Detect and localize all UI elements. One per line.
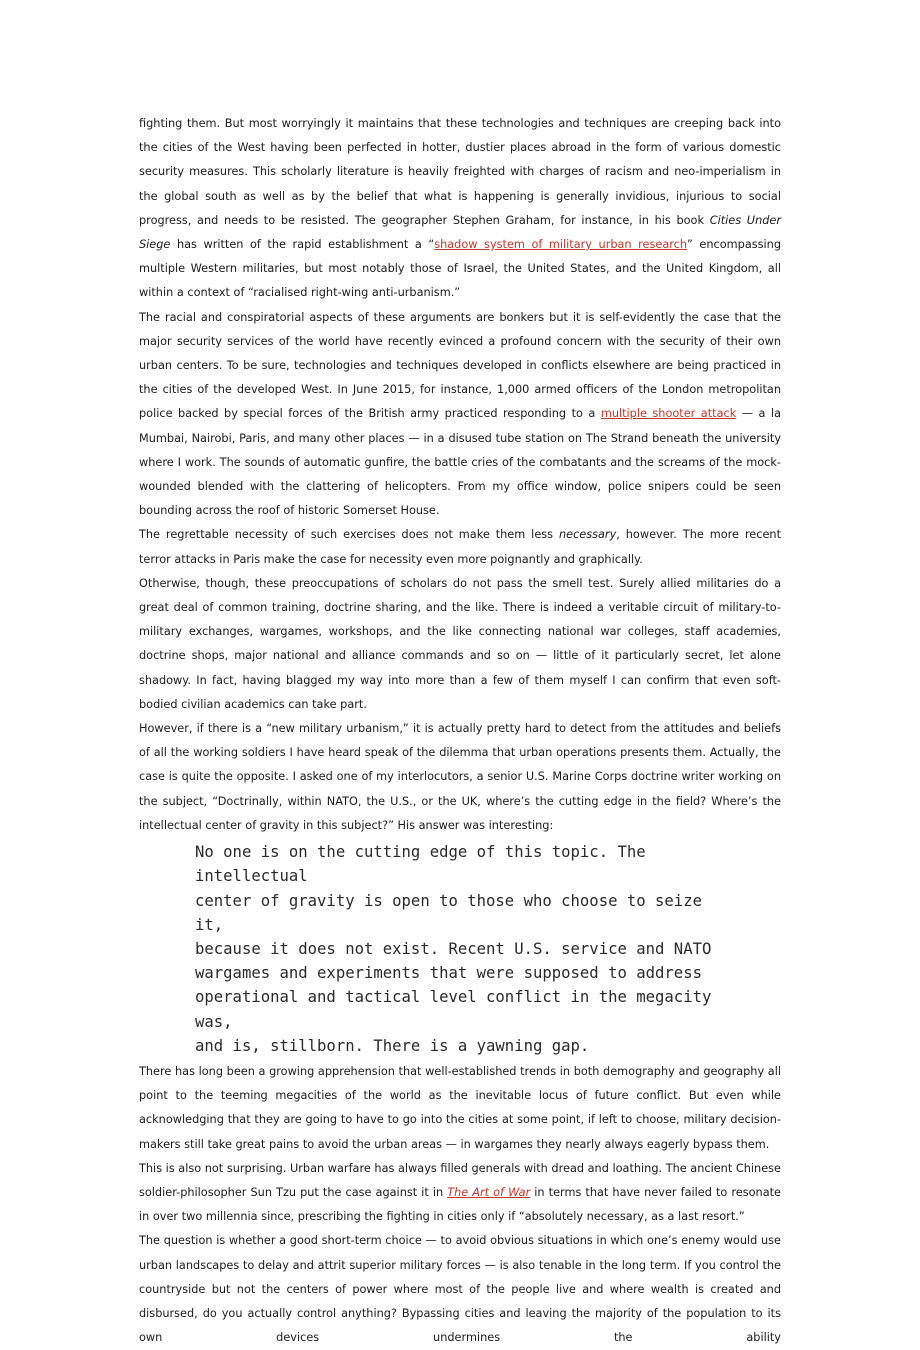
quote-line: center of gravity is open to those who choose to seize it, <box>195 891 702 934</box>
article-page <box>139 112 781 1350</box>
paragraph-text: The racial and conspiratorial aspects of these arguments are bonkers but it is self-evidently the case that the major security services of the world have recently evinced a profound concern with the security of their own urban centers. To be sure, technologies and techniques developed in conflicts elsewhere are being practiced in the cities of the developed West. In June 2015, for instance, 1,000 armed officers of the London metropolitan police backed by special forces of the British army practiced responding to a <box>139 310 781 421</box>
inline-link[interactable]: shadow system of military urban research <box>434 238 688 252</box>
paragraph-text: fighting them. But most worryingly it maintains that these technologies and techniques are creeping back into the cities of the West having been perfected in hotter, dustier places abroad in the form of various domestic security measures. This scholarly literature is heavily freighted with charges of racism and neo-imperialism in the global south as well as by the belief that what is happening is generally invidious, injurious to social progress, and needs to be resisted. The geographer Stephen Graham, for instance, in his book <box>139 117 781 227</box>
quote-line: because it does not exist. Recent U.S. service and NATO <box>195 939 712 958</box>
paragraph-text: — a la Mumbai, Nairobi, Paris, and many other places — in a disused tube station on The Strand beneath the university where I work. The sounds of automatic gunfire, the battle cries of the combatants and the screams of the mock-wounded blended with the clattering of helicopters. From my office window, police snipers could be seen bounding across the roof of historic Somerset House. <box>139 407 781 518</box>
quote-line: No one is on the cutting edge of this topic. The intellectual <box>195 843 646 886</box>
article-body-bottom <box>139 1060 781 1350</box>
paragraph <box>139 717 781 838</box>
paragraph-text: , however. The more recent terror attacks in Paris make the case for necessity even more poignantly and graphically. <box>139 528 781 566</box>
inline-link[interactable]: multiple shooter attack <box>600 407 737 421</box>
quote-line: operational and tactical level conflict in the megacity was, <box>195 988 712 1031</box>
paragraph <box>139 1157 781 1230</box>
paragraph-text: in terms that have never failed to resonate in over two millennia since, prescribing the fighting in cities only if “absolutely necessary, as a last resort.” <box>139 1185 781 1224</box>
paragraph-text: has written of the rapid establishment a “ <box>170 238 435 252</box>
paragraph-text: This is also not surprising. Urban warfare has always filled generals with dread and loathing. The ancient Chinese soldier-philosopher Sun Tzu put the case against it in <box>139 1161 781 1199</box>
paragraph <box>139 112 781 306</box>
inline-link[interactable]: The Art of War <box>447 1185 531 1199</box>
paragraph-text: However, if there is a “new military urbanism,” it is actually pretty hard to detect from the attitudes and beliefs of all the working soldiers I have heard speak of the dilemma that urban operations presents them. Actually, the case is quite the opposite. I asked one of my interlocutors, a senior U.S. Marine Corps doctrine writer working on the subject, “Doctrinally, within NATO, the U.S., or the UK, where’s the cutting edge in the field? Where’s the intellectual center of gravity in this subject?” His answer was interesting: <box>139 722 781 832</box>
paragraph <box>139 1060 781 1157</box>
italic-text: necessary <box>558 528 617 542</box>
paragraph-text: The question is whether a good short-term choice — to avoid obvious situations in which one’s enemy would use urban landscapes to delay and attrit superior military forces — is also tenable in the long term. If you control the countryside but not the centers of power where most of the people live and where wealth is created and disbursed, do you actually control anything? Bypassing cities and leaving the majority of the population to its own devices undermines the ability <box>139 1234 781 1345</box>
paragraph <box>139 572 781 717</box>
paragraph <box>139 306 781 524</box>
paragraph-text: There has long been a growing apprehension that well-established trends in both demography and geography all point to the teeming megacities of the world as the inevitable locus of future conflict. But even while acknowledging that they are going to have to go into the cities at some point, if left to choose, military decision-makers still take great pains to avoid the urban areas — in wargames they nearly always eagerly bypass them. <box>139 1064 781 1151</box>
paragraph-text: ” encompassing multiple Western militaries, but most notably those of Israel, the United States, and the United Kingdom, all within a context of “racialised right-wing anti-urbanism.” <box>139 238 781 300</box>
paragraph <box>139 523 781 571</box>
italic-text: Cities Under Siege <box>139 213 782 252</box>
paragraph-text: The regrettable necessity of such exercises does not make them less <box>139 528 559 542</box>
blockquote <box>195 840 735 1058</box>
quote-line: and is, stillborn. There is a yawning gap. <box>195 1036 590 1055</box>
paragraph <box>139 1229 781 1350</box>
article-body-top <box>139 112 781 838</box>
quote-line: wargames and experiments that were supposed to address <box>195 964 702 983</box>
paragraph-text: Otherwise, though, these preoccupations of scholars do not pass the smell test. Surely allied militaries do a great deal of common training, doctrine sharing, and the like. There is indeed a veritable circuit of military-to-military exchanges, wargames, workshops, and the like connecting national war colleges, staff academies, doctrine shops, major national and alliance commands and so on — little of it particularly secret, let alone shadowy. In fact, having blagged my way into more than a few of them myself I can confirm that even soft-bodied civilian academics can take part. <box>139 576 781 711</box>
